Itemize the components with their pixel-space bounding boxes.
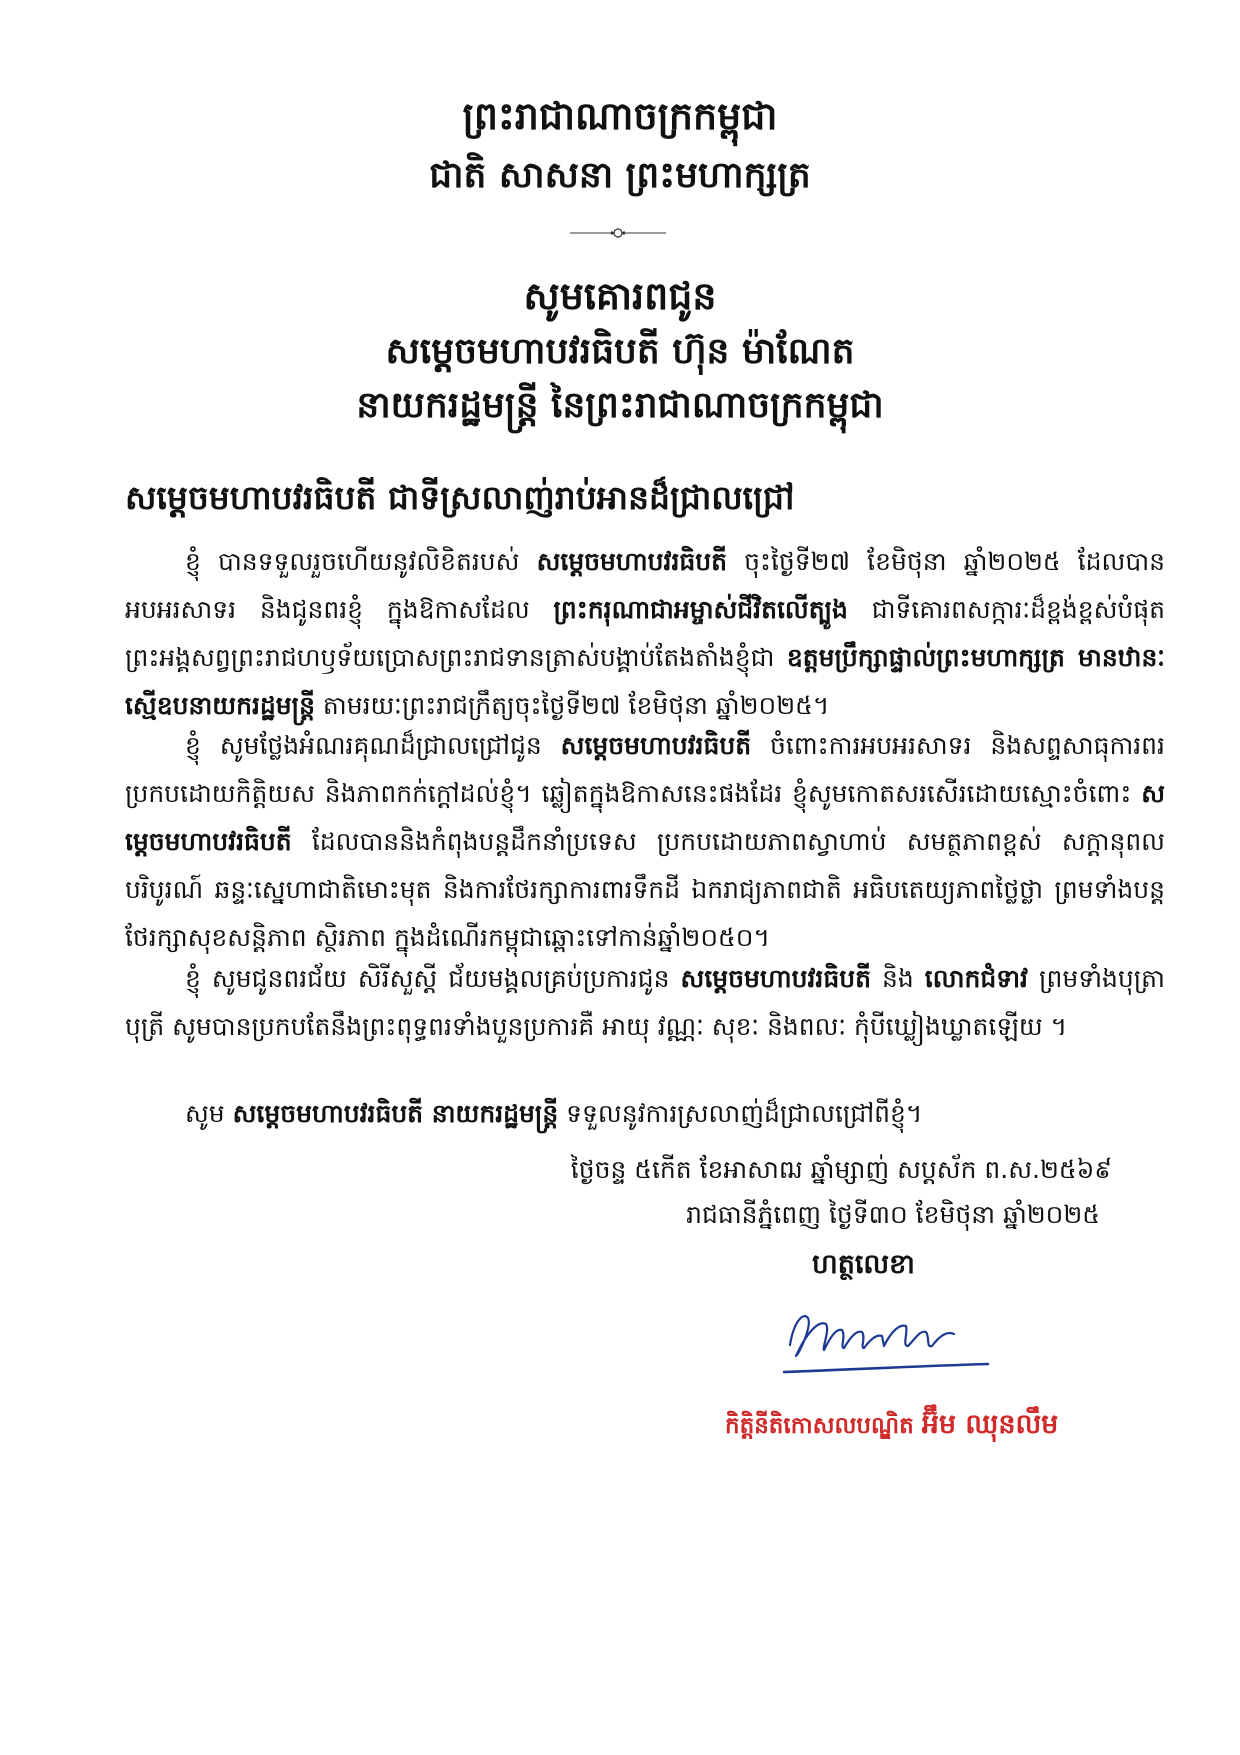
- national-motto: ជាតិ សាសនា ព្រះមហាក្សត្រ: [429, 155, 811, 196]
- p1-text-c: ចុះថ្ងៃទី២៧ ខែមិថុនា ឆ្នាំ២០២៥ ដែលបានអបអរសាទរ និងជូនពរខ្ញុំ ក្នុងឱកាសដែល: [125, 547, 1166, 624]
- p1-bold-d: ព្រះករុណាជាអម្ចាស់ជីវិតលើត្បូង: [553, 595, 848, 624]
- p3-bold-d: លោកជំទាវ: [924, 964, 1028, 993]
- recipient-greeting: សូមគោរពជូន: [523, 274, 717, 318]
- paragraph-2: [125, 722, 1165, 962]
- lunar-date: ថ្ងៃចន្ទ ៥កើត ខែអាសាឍ ឆ្នាំម្សាញ់ សប្តស័ក ព.ស.២៥៦៩: [570, 1155, 1112, 1184]
- p4-text-c: ទទួលនូវការស្រលាញ់ដ៏ជ្រាលជ្រៅពីខ្ញុំ។: [558, 1099, 923, 1128]
- p2-text-c: ចំពោះការអបអរសាទរ និងសព្ទសាធុការពរប្រកបដោយកិត្តិយស និងភាពកក់ក្តៅដល់ខ្ញុំ។ ឆ្លៀតក្នុងឱកាសនេះផងដែរ ខ្ញុំសូមកោតសរសើរដោយស្មោះចំពោះ: [125, 731, 1165, 808]
- p2-bold-b: សម្តេចមហាបវរធិបតី: [560, 731, 752, 760]
- p3-text-e: ព្រមទាំងបុត្រា បុត្រី សូមបានប្រកបតែនឹងព្រះពុទ្ធពរទាំងបួនប្រការគឺ អាយុ វណ្ណៈ សុខៈ និងពលៈ កុំបីឃ្លៀងឃ្លាតឡើយ ។: [125, 964, 1165, 1041]
- recipient-title: នាយករដ្ឋមន្ត្រី នៃព្រះរាជាណាចក្រកម្ពុជា: [356, 385, 884, 426]
- paragraph-4: [125, 1090, 1165, 1138]
- p4-text-a: សូម: [185, 1099, 233, 1128]
- paragraph-1: [125, 538, 1165, 730]
- p3-text-a: ខ្ញុំ សូមជូនពរជ័យ សិរីសួស្តី ជ័យមង្គលគ្រប់ប្រការជូន: [185, 964, 681, 993]
- handwritten-signature: [770, 1290, 1000, 1390]
- signer-title: [725, 1408, 1058, 1447]
- p3-text-c: និង: [870, 964, 925, 993]
- p1-text-g: តាមរយៈព្រះរាជក្រឹត្យចុះថ្ងៃទី២៧ ខែមិថុនា ឆ្នាំ២០២៥។: [314, 691, 830, 720]
- p4-bold-b: សម្តេចមហាបវរធិបតី នាយករដ្ឋមន្ត្រី: [232, 1099, 559, 1128]
- signer-name: អ៊ឹម ឈុនលឹម: [921, 1409, 1059, 1440]
- p2-text-a: ខ្ញុំ សូមថ្លែងអំណរគុណដ៏ជ្រាលជ្រៅជូន: [185, 731, 561, 760]
- kingdom-title: ព្រះរាជាណាចក្រកម្ពុជា: [462, 94, 778, 138]
- place-date: រាជធានីភ្នំពេញ ថ្ងៃទី៣០ ខែមិថុនា ឆ្នាំ២០២៥: [686, 1200, 1100, 1229]
- p3-bold-b: សម្តេចមហាបវរធិបតី: [680, 964, 871, 993]
- recipient-name: សម្តេចមហាបវរធិបតី ហ៊ុន ម៉ាណែត: [385, 331, 855, 372]
- p2-text-e: ដែលបាននិងកំពុងបន្តដឹកនាំប្រទេស ប្រកបដោយភាពស្វាហាប់ សមត្ថភាពខ្ពស់ សក្តានុពលបរិបូរណ៍ ឆន្ទៈស្នេហាជាតិមោះមុត និងការថែរក្សាការពារទឹកដី ឯករាជ្យភាពជាតិ អធិបតេយ្យភាពថ្លៃថ្លា ព្រមទាំងបន្តថែរក្សាសុខសន្តិភាព ស្ថិរភាព ក្នុងដំណើរកម្ពុជាឆ្ពោះទៅកាន់ឆ្នាំ២០៥០។: [125, 827, 1165, 952]
- p1-bold-b: សម្តេចមហាបវរធិបតី: [536, 547, 728, 576]
- signature-title: ហត្ថលេខា: [812, 1249, 915, 1280]
- p1-bold-f: ឧត្តមប្រឹក្សាផ្ទាល់ព្រះមហាក្សត្រ មានឋានៈស្មើឧបនាយករដ្ឋមន្ត្រី: [125, 643, 1165, 720]
- signer-prefix: កិត្តិនីតិកោសលបណ្ឌិត: [725, 1413, 922, 1439]
- p1-text-e: ជាទីគោរពសក្ការៈដ៏ខ្ពង់ខ្ពស់បំផុត ព្រះអង្គសព្វព្រះរាជហឫទ័យប្រោសព្រះរាជទានត្រាស់បង្គាប់តែងតាំងខ្ញុំជា: [125, 595, 1165, 672]
- p2-bold-d: សម្តេចមហាបវរធិបតី: [125, 779, 1165, 856]
- paragraph-3: [125, 955, 1165, 1051]
- p1-text-a: ខ្ញុំ បានទទួលរួចហើយនូវលិខិតរបស់: [185, 547, 537, 576]
- ornament-divider-icon: [570, 226, 666, 240]
- salutation: សម្តេចមហាបវរធិបតី ជាទីស្រលាញ់រាប់អានដ៏ជ្រាលជ្រៅ: [125, 478, 795, 517]
